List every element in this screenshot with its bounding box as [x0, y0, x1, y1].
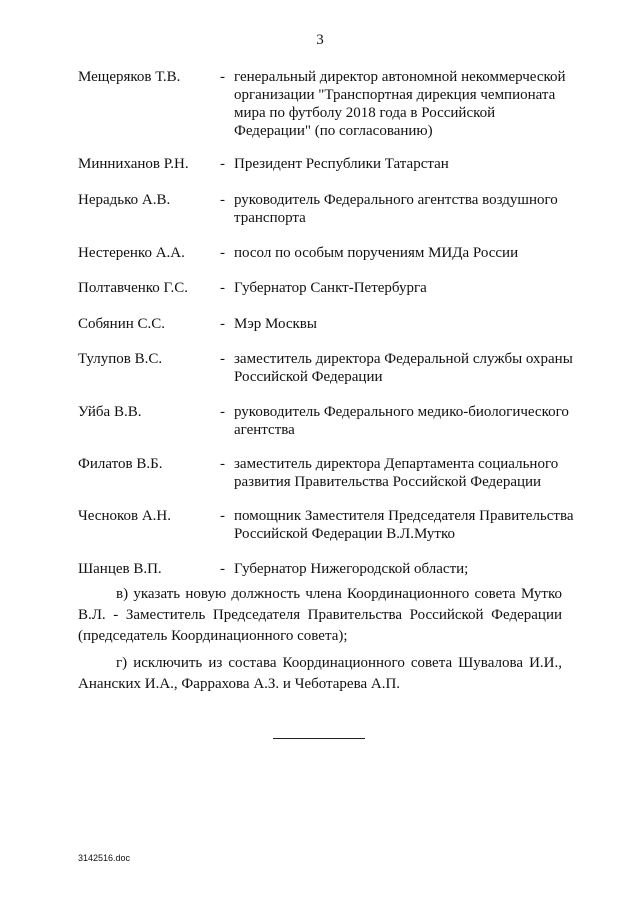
- member-name: Нестеренко А.А.: [78, 245, 185, 261]
- member-dash: -: [220, 280, 225, 296]
- member-role: генеральный директор автономной некоммерческой организации "Транспортная дирекция чемпионата мира по футболу 2018 года в Российской Федерации" (по согласованию): [234, 69, 566, 139]
- member-name: Собянин С.С.: [78, 316, 166, 332]
- member-name: Нерадько А.В.: [78, 192, 171, 208]
- member-dash: -: [220, 156, 225, 172]
- member-dash: -: [220, 192, 225, 208]
- separator-line: [273, 738, 365, 739]
- member-role: заместитель директора Федеральной службы охраны Российской Федерации: [234, 351, 573, 385]
- member-dash: -: [220, 561, 225, 577]
- paragraph-g: г) исключить из состава Координационного совета Шувалова И.И., Ананских И.А., Фаррахова А.З. и Чеботарева А.П.: [78, 655, 562, 692]
- member-name: Мещеряков Т.В.: [78, 69, 181, 85]
- member-name: Филатов В.Б.: [78, 456, 163, 472]
- member-dash: -: [220, 69, 225, 85]
- member-dash: -: [220, 456, 225, 472]
- page-number: 3: [316, 32, 324, 48]
- member-role: Губернатор Нижегородской области;: [234, 561, 469, 577]
- document-file-id: 3142516.doc: [78, 853, 131, 863]
- member-role: Губернатор Санкт-Петербурга: [234, 280, 427, 296]
- member-role: Президент Республики Татарстан: [234, 156, 449, 172]
- member-name: Уйба В.В.: [78, 404, 142, 420]
- member-role: руководитель Федерального медико-биологического агентства: [234, 404, 569, 438]
- member-dash: -: [220, 316, 225, 332]
- body-paragraphs: [78, 584, 562, 701]
- member-name: Чесноков А.Н.: [78, 508, 171, 524]
- member-dash: -: [220, 245, 225, 261]
- member-name: Полтавченко Г.С.: [78, 280, 189, 296]
- member-role: помощник Заместителя Председателя Правительства Российской Федерации В.Л.Мутко: [234, 508, 574, 542]
- member-role: Мэр Москвы: [234, 316, 317, 332]
- member-name: Шанцев В.П.: [78, 561, 162, 577]
- member-name: Тулупов В.С.: [78, 351, 163, 367]
- paragraph-v: в) указать новую должность члена Координационного совета Мутко В.Л. - Заместитель Председателя Правительства Российской Федерации (председатель Координационного совета);: [78, 586, 562, 644]
- member-role: посол по особым поручениям МИДа России: [234, 245, 519, 261]
- member-role: руководитель Федерального агентства воздушного транспорта: [234, 192, 558, 226]
- member-role: заместитель директора Департамента социального развития Правительства Российской Федерации: [234, 456, 559, 490]
- member-dash: -: [220, 404, 225, 420]
- member-name: Минниханов Р.Н.: [78, 156, 189, 172]
- member-dash: -: [220, 351, 225, 367]
- member-dash: -: [220, 508, 225, 524]
